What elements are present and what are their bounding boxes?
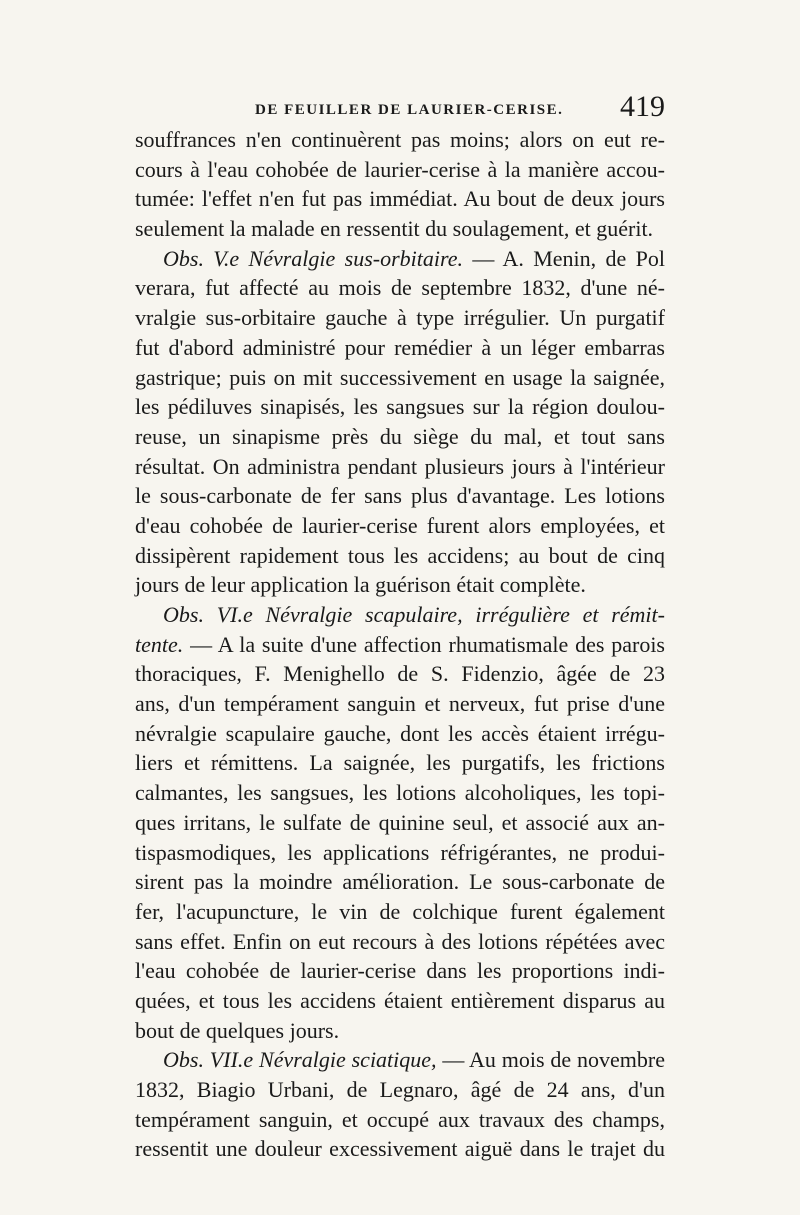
line-text: ressentit une douleur excessivement aiguë dans le trajet du (135, 1136, 665, 1162)
observation-title: Névralgie scapulaire, irrégulière et rémit- (265, 602, 665, 627)
line-text: jours de leur application la guérison était complète. (135, 572, 586, 598)
line-text: dissipèrent rapidement tous les accidens; au bout de cinq (135, 542, 665, 568)
observation-number: Obs. VII.e (163, 1047, 260, 1073)
text-line (135, 838, 665, 868)
line-text: seulement la malade en ressentit du soulagement, et guérit. (135, 216, 654, 242)
line-text: névralgie scapulaire gauche, dont les accès étaient irrégu- (135, 720, 665, 746)
text-line (135, 511, 665, 541)
observation-title: Névralgie sciatique, (259, 1047, 437, 1073)
text-line (135, 867, 665, 897)
text-line (135, 541, 665, 571)
text-line (135, 1045, 665, 1075)
text-line (135, 1134, 665, 1164)
text-line (135, 392, 665, 422)
text-line (135, 303, 665, 333)
line-text: vralgie sus-orbitaire gauche à type irrégulier. Un purgatif (135, 305, 665, 331)
text-line (135, 452, 665, 482)
observation-title: Névralgie sus-orbitaire. (248, 245, 463, 271)
text-line (135, 630, 665, 660)
page-header (135, 88, 665, 128)
text-line (135, 244, 665, 274)
observation-number: Obs. V.e (163, 245, 249, 271)
text-line (135, 689, 665, 719)
text-line (135, 956, 665, 986)
line-text: les pédiluves sinapisés, les sangsues sur la région doulou- (135, 394, 665, 420)
line-text: gastrique; puis on mit successivement en usage la saignée, (135, 364, 665, 390)
line-text: bout de quelques jours. (135, 1017, 340, 1043)
line-text: 1832, Biagio Urbani, de Legnaro, âgé de 24 ans, d'un (135, 1077, 665, 1102)
body-text (135, 125, 665, 1164)
text-line (135, 570, 665, 600)
text-line (135, 719, 665, 749)
text-line (135, 363, 665, 393)
line-text: quées, et tous les accidens étaient entièrement disparus au (135, 987, 665, 1013)
text-line (135, 481, 665, 511)
line-text: ans, d'un tempérament sanguin et nerveux, fut prise d'une (135, 691, 665, 717)
line-text: d'eau cohobée de laurier-cerise furent alors employées, et (135, 512, 665, 538)
text-line (135, 748, 665, 778)
text-line (135, 927, 665, 957)
text-line (135, 897, 665, 927)
observation-title: tente. (135, 631, 184, 657)
line-text: souffrances n'en continuèrent pas moins; alors on eut re- (135, 127, 665, 152)
line-text: sans effet. Enfin on eut recours à des lotions répétées avec (135, 928, 665, 954)
text-line (135, 600, 665, 630)
line-text: l'eau cohobée de laurier-cerise dans les proportions indi- (135, 958, 665, 984)
text-line (135, 273, 665, 303)
line-text: résultat. On administra pendant plusieurs jours à l'intérieur (135, 453, 665, 479)
line-text: reuse, un sinapisme près du siège du mal, et tout sans (135, 423, 665, 449)
line-text: liers et rémittens. La saignée, les purgatifs, les frictions (135, 750, 665, 776)
text-line (135, 214, 665, 244)
line-text: verara, fut affecté au mois de septembre 1832, d'une né- (135, 275, 665, 301)
text-line (135, 1105, 665, 1135)
line-text: calmantes, les sangsues, les lotions alcoholiques, les topi- (135, 780, 665, 806)
running-head: DE FEUILLER DE LAURIER-CERISE. (255, 102, 564, 118)
line-text: fut d'abord administré pour remédier à un léger embarras (135, 334, 665, 360)
line-text: sirent pas la moindre amélioration. Le sous-carbonate de (135, 869, 665, 895)
text-line (135, 422, 665, 452)
line-text: — A la suite d'une affection rhumatismale des parois (183, 631, 665, 657)
text-line (135, 778, 665, 808)
line-text: ques irritans, le sulfate de quinine seul, et associé aux an- (135, 809, 665, 835)
line-text: tispasmodiques, les applications réfrigérantes, ne produi- (135, 839, 665, 865)
line-text: thoraciques, F. Menighello de S. Fidenzio, âgée de 23 (135, 661, 665, 687)
page-number: 419 (620, 90, 665, 123)
text-line (135, 808, 665, 838)
text-line (135, 184, 665, 214)
line-text: tumée: l'effet n'en fut pas immédiat. Au bout de deux jours (135, 186, 665, 212)
line-text: tempérament sanguin, et occupé aux travaux des champs, (135, 1106, 665, 1132)
observation-number: Obs. VI.e (163, 602, 266, 627)
line-text: le sous-carbonate de fer sans plus d'avantage. Les lotions (135, 483, 665, 509)
text-line (135, 1016, 665, 1046)
text-line (135, 659, 665, 689)
text-line (135, 1075, 665, 1105)
line-text: cours à l'eau cohobée de laurier-cerise à la manière accou- (135, 156, 665, 182)
line-text: — A. Menin, de Pol (463, 245, 665, 271)
text-line (135, 986, 665, 1016)
line-text: fer, l'acupuncture, le vin de colchique furent également (135, 898, 665, 924)
text-line (135, 155, 665, 185)
text-line (135, 333, 665, 363)
line-text: — Au mois de novembre (436, 1047, 665, 1073)
text-line (135, 125, 665, 155)
